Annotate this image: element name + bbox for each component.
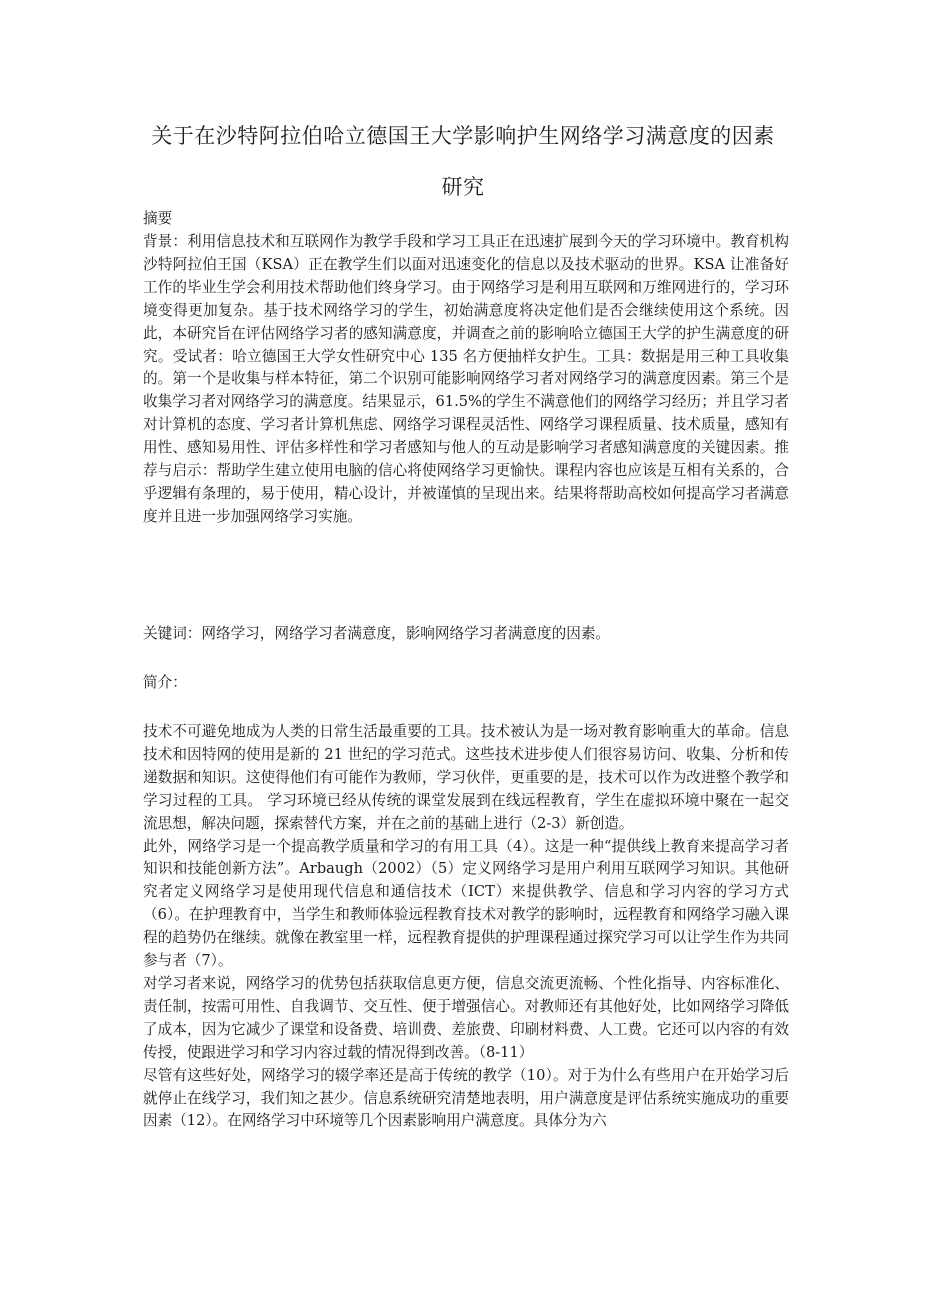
abstract-text: 背景：利用信息技术和互联网作为教学手段和学习工具正在迅速扩展到今天的学习环境中。教育机构沙特阿拉伯王国（KSA）正在教学生们以面对迅速变化的信息以及技术驱动的世界。KSA 让准备好工作的毕业生学会利用技术帮助他们终身学习。由于网络学习是利用互联网和万维网进行的，学习环境变得更加复杂。基于技术网络学习的学生，初始满意度将决定他们是否会继续使用这个系统。因此，本研究旨在评估网络学习者的感知满意度，并调查之前的影响哈立德国王大学的护生满意度的研究。受试者：哈立德国王大学女性研究中心 135 名方便抽样女护生。工具：数据是用三种工具收集的。第一个是收集与样本特征，第二个识别可能影响网络学习者对网络学习的满意度因素。第三个是收集学习者对网络学习的满意度。结果显示，61.5%的学生不满意他们的网络学习经历；并且学习者对计算机的态度、学习者计算机焦虑、网络学习课程灵活性、网络学习课程质量、技术质量，感知有用性、感知易用性、评估多样性和学习者感知与他人的互动是影响学习者感知满意度的关键因素。推荐与启示：帮助学生建立使用电脑的信心将使网络学习更愉快。课程内容也应该是互相有关系的，合乎逻辑有条理的，易于使用，精心设计，并被谨慎的呈现出来。结果将帮助高校如何提高学习者满意度并且进一步加强网络学习实施。	[143, 233, 789, 525]
introduction-heading: 简介：	[143, 674, 187, 691]
introduction-paragraph: 此外，网络学习是一个提高教学质量和学习的有用工具（4）。这是一种“提供线上教育来提高学习者知识和技能创新方法”。Arbaugh（2002）（5）定义网络学习是用户利用互联网学习知识。其他研究者定义网络学习是使用现代信息和通信技术（ICT）来提供教学、信息和学习内容的学习方式（6）。在护理教育中，当学生和教师体验远程教育技术对教学的影响时，远程教育和网络学习融入课程的趋势仍在继续。就像在教室里一样，远程教育提供的护理课程通过探究学习可以让学生作为共同参与者（7）。	[143, 837, 789, 970]
introduction-paragraph: 尽管有这些好处，网络学习的辍学率还是高于传统的教学（10）。对于为什么有些用户在开始学习后就停止在线学习，我们知之甚少。信息系统研究清楚地表明，用户满意度是评估系统实施成功的重要因素（12）。在网络学习中环境等几个因素影响用户满意度。具体分为六	[143, 1066, 789, 1130]
document-title-line-1: 关于在沙特阿拉伯哈立德国王大学影响护生网络学习满意度的因素	[151, 124, 775, 148]
keywords: 关键词：网络学习，网络学习者满意度，影响网络学习者满意度的因素。	[143, 625, 611, 642]
introduction-paragraph: 技术不可避免地成为人类的日常生活最重要的工具。技术被认为是一场对教育影响重大的革命。信息技术和因特网的使用是新的 21 世纪的学习范式。这些技术进步使人们很容易访问、收集、分析和传递数据和知识。这使得他们有可能作为教师，学习伙伴，更重要的是，技术可以作为改进整个教学和学习过程的工具。 学习环境已经从传统的课堂发展到在线远程教育，学生在虚拟环境中聚在一起交流思想，解决问题，探索替代方案，并在之前的基础上进行（2-3）新创造。	[143, 723, 789, 832]
document-title-line-2: 研究	[441, 175, 485, 199]
introduction-body	[143, 721, 789, 1133]
introduction-paragraph: 对学习者来说，网络学习的优势包括获取信息更方便，信息交流更流畅、个性化指导、内容标准化、责任制，按需可用性、自我调节、交互性、便于增强信心。对教师还有其他好处，比如网络学习降低了成本，因为它减少了课堂和设备费、培训费、差旅费、印刷材料费、人工费。它还可以内容的有效传授，使跟进学习和学习内容过载的情况得到改善。（8-11）	[143, 974, 789, 1061]
abstract-heading: 摘要	[143, 210, 173, 227]
